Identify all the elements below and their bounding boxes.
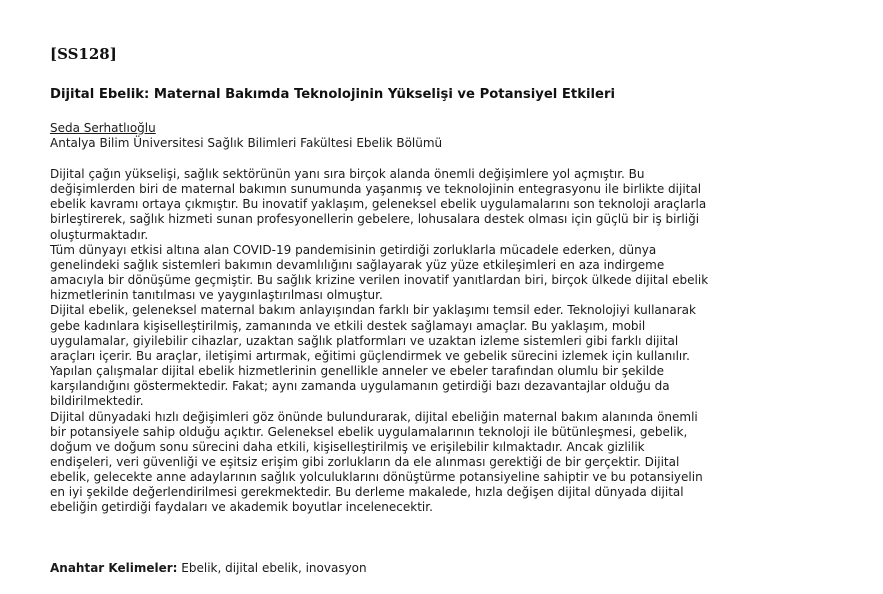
abstract-paragraph: Dijital dünyadaki hızlı değişimleri göz önünde bulundurarak, dijital ebeliğin maternal bakım alanında önemli bir potansiyele sahip olduğu açıktır. Geleneksel ebelik uygulamalarının teknoloji ile bütünleşmesi, gebelik, doğum ve doğum sonu sürecini daha etkili, kişiselleştirilmiş ve erişilebilir kılmaktadır. Ancak gizlilik endişeleri, veri güvenliği ve eşitsiz erişim gibi zorlukların da ele alınması gerektiği de bir gerçektir. Dijital ebelik, gelecekte anne adaylarının sağlık yolculuklarını dönüştürme potansiyeline sahiptir ve bu potansiyelin en iyi şekilde değerlendirilmesi gerekmektedir. Bu derleme makalede, hızla değişen dijital dünyada dijital ebeliğin getirdiği faydaları ve akademik boyutlar incelenecektir. [50,409,703,515]
abstract-paragraph: Tüm dünyayı etkisi altına alan COVID-19 pandemisinin getirdiği zorluklarla mücadele ederken, dünya genelindeki sağlık sistemleri bakımın devamlılığını sağlayarak yüz yüze etkileşimleri en aza indirgeme amacıyla bir dönüşüme geçmiştir. Bu sağlık krizine verilen inovatif yanıtlardan biri, birçok ülkede dijital ebelik hizmetlerinin tanıtılması ve yaygınlaştırılması olmuştur. [50,242,709,303]
keywords-value: Ebelik, dijital ebelik, inovasyon [181,561,367,575]
abstract-paragraph: Dijital ebelik, geleneksel maternal bakım anlayışından farklı bir yaklaşımı temsil eder. Teknolojiyi kullanarak gebe kadınlara kişiselleştirilmiş, zamanında ve etkili destek sağlamayı amaçlar. Bu yaklaşım, mobil uygulamalar, giyilebilir cihazlar, uzaktan sağlık platformları ve uzaktan izleme sistemleri gibi farklı dijital araçları içerir. Bu araçlar, iletişimi artırmak, eğitimi güçlendirmek ve gebelik sürecini izlemek için kullanılır. Yapılan çalışmalar dijital ebelik hizmetlerinin genellikle anneler ve ebeler tarafından olumlu bir şekilde karşılandığını göstermektedir. Fakat; aynı zamanda uygulamanın getirdiği bazı dezavantajlar olduğu da bildirilmektedir. [50,303,696,409]
keywords-line [50,561,367,575]
author-affiliation: Antalya Bilim Üniversitesi Sağlık Bilimleri Fakültesi Ebelik Bölümü [50,136,443,150]
abstract-body [50,167,710,516]
author-name: Seda Serhatlıoğlu [50,121,156,135]
abstract-paragraph: Dijital çağın yükselişi, sağlık sektörünün yanı sıra birçok alanda önemli değişimlere yol açmıştır. Bu değişimlerden biri de maternal bakımın sunumunda yaşanmış ve teknolojinin entegrasyonu ile birlikte dijital ebelik kavramı ortaya çıkmıştır. Bu inovatif yaklaşım, geleneksel ebelik uygulamalarını son teknoloji araçlarla birleştirerek, sağlık hizmeti sunan profesyonellerin gebelere, lohusalara destek olması için güçlü bir iş birliği oluşturmaktadır. [50,167,707,242]
abstract-title: Dijital Ebelik: Maternal Bakımda Teknolojinin Yükselişi ve Potansiyel Etkileri [50,87,615,102]
keywords-label: Anahtar Kelimeler: [50,561,178,575]
abstract-code: [SS128] [50,45,117,63]
